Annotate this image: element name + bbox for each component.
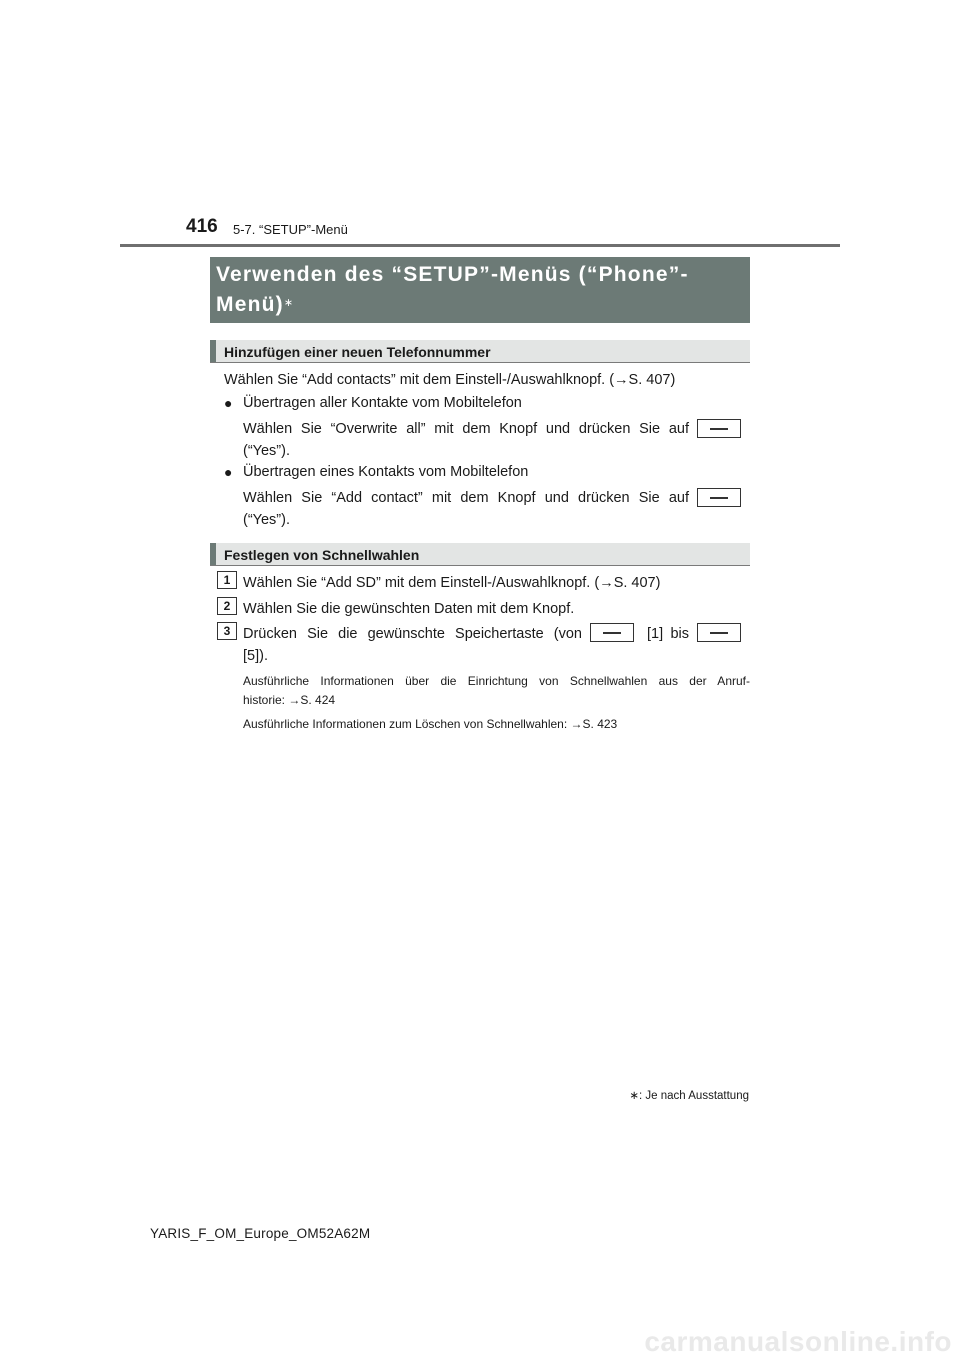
step-number-1: 1 bbox=[217, 571, 237, 589]
bullet-text: Wählen Sie “Add contact” mit dem Knopf und drücken Sie auf bbox=[243, 490, 689, 506]
document-code: YARIS_F_OM_Europe_OM52A62M bbox=[150, 1226, 371, 1241]
section-title-line2: Menü) bbox=[216, 293, 284, 316]
section-title bbox=[210, 257, 750, 323]
step-text-cont: [5]). bbox=[243, 648, 268, 664]
footnote: ∗: Je nach Ausstattung bbox=[629, 1090, 749, 1102]
section-title-line2-wrap bbox=[216, 290, 742, 320]
step-number-2: 2 bbox=[217, 597, 237, 615]
bullet-label: Übertragen aller Kontakte vom Mobiltelefon bbox=[243, 395, 522, 411]
page-number: 416 bbox=[186, 216, 218, 237]
subsection-heading-add-number: Hinzufügen einer neuen Telefonnummer bbox=[210, 340, 750, 362]
equipment-mark: ∗ bbox=[283, 297, 295, 309]
bullet-label: Übertragen eines Kontakts vom Mobiltelefon bbox=[243, 464, 529, 480]
note-text-cont: historie: →S. 424 bbox=[243, 693, 336, 707]
phone-button-icon bbox=[590, 623, 634, 642]
step-number-3: 3 bbox=[217, 622, 237, 640]
breadcrumb: 5-7. “SETUP”-Menü bbox=[233, 222, 348, 237]
section-title-line1: Verwenden des “SETUP”-Menüs (“Phone”- bbox=[216, 263, 689, 286]
note-text: Ausführliche Informationen über die Einrichtung von Schnellwahlen aus der Anruf- bbox=[243, 674, 750, 688]
yes-button-icon bbox=[697, 419, 741, 438]
subsection-rule bbox=[210, 362, 750, 363]
bullet-icon: ● bbox=[224, 464, 233, 480]
step-text: [1] bis bbox=[647, 626, 689, 642]
subsection-heading-speed-dial: Festlegen von Schnellwahlen bbox=[210, 543, 750, 565]
step-text: Drücken Sie die gewünschte Speichertaste (von bbox=[243, 626, 582, 642]
bullet-text-cont: (“Yes”). bbox=[243, 443, 290, 459]
header-divider bbox=[120, 244, 840, 247]
subsection-rule bbox=[210, 565, 750, 566]
add-number-intro: Wählen Sie “Add contacts” mit dem Einstell-/Auswahlknopf. (→S. 407) bbox=[224, 372, 676, 388]
bullet-text-cont: (“Yes”). bbox=[243, 512, 290, 528]
watermark: carmanualsonline.info bbox=[644, 1326, 952, 1357]
phone-button-icon bbox=[697, 623, 741, 642]
note-text: Ausführliche Informationen zum Löschen von Schnellwahlen: →S. 423 bbox=[243, 717, 618, 731]
yes-button-icon bbox=[697, 488, 741, 507]
bullet-icon: ● bbox=[224, 395, 233, 411]
step-text: Wählen Sie die gewünschten Daten mit dem Knopf. bbox=[243, 601, 575, 617]
bullet-text: Wählen Sie “Overwrite all” mit dem Knopf und drücken Sie auf bbox=[243, 421, 689, 437]
step-text: Wählen Sie “Add SD” mit dem Einstell-/Auswahlknopf. (→S. 407) bbox=[243, 575, 661, 591]
